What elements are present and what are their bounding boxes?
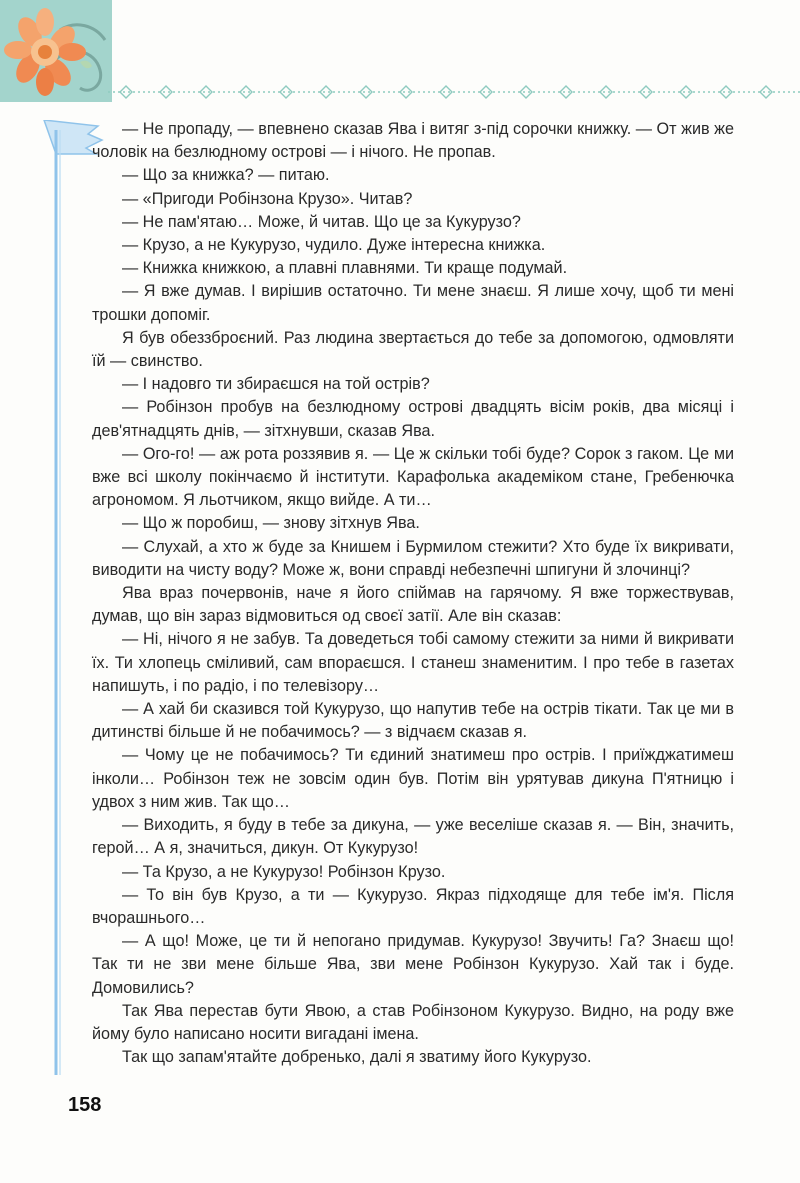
paragraph: — А хай би сказився той Кукурузо, що напутив тебе на острів тікати. Так це ми в дитинстві більше й не побачимось? — з відчаєм сказав я.	[92, 700, 734, 742]
paragraph: — «Пригоди Робінзона Крузо». Читав?	[122, 189, 413, 208]
paragraph: — Крузо, а не Кукурузо, чудило. Дуже інтересна книжка.	[122, 236, 546, 255]
paragraph: Так що запам'ятайте добренько, далі я зватиму його Кукурузо.	[122, 1048, 592, 1067]
paragraph: — Що ж поробиш, — знову зітхнув Ява.	[122, 514, 420, 533]
paragraph: — Та Крузо, а не Кукурузо! Робінзон Крузо.	[122, 862, 446, 881]
paragraph: — Чому це не побачимось? Ти єдиний знатимеш про острів. І приїжджатимеш інколи… Робінзон теж не зовсім один був. Потім він урятував дикуна П'ятницю і удвох з ним жив. Так що…	[92, 746, 734, 811]
dotted-ornament-border	[108, 84, 800, 100]
page-number: 158	[68, 1094, 102, 1116]
paragraph: — Слухай, а хто ж буде за Книшем і Бурмилом стежити? Хто буде їх викривати, виводити на чисту воду? Може ж, вони справді небезпечні шпигуни й злочинці?	[92, 537, 734, 579]
paragraph: — Виходить, я буду в тебе за дикуна, — уже веселіше сказав я. — Він, значить, герой… А я, значиться, дикун. От Кукурузо!	[92, 816, 734, 858]
paragraph: — То він був Крузо, а ти — Кукурузо. Якраз підходяще для тебе ім'я. Після вчорашнього…	[92, 885, 734, 927]
paragraph: — Що за книжка? — питаю.	[122, 166, 330, 185]
paragraph: — Робінзон пробув на безлюдному острові двадцять вісім років, два місяці і дев'ятнадцять днів, — зітхнувши, сказав Ява.	[92, 398, 734, 440]
article-text	[92, 118, 734, 1069]
paragraph: — І надовго ти збираєшся на той острів?	[122, 375, 430, 394]
paragraph: — Книжка книжкою, а плавні плавнями. Ти краще подумай.	[122, 259, 568, 278]
paragraph: Так Ява перестав бути Явою, а став Робінзоном Кукурузо. Видно, на роду вже йому було написано носити вигадані імена.	[92, 1001, 734, 1043]
paragraph: — Я вже думав. І вирішив остаточно. Ти мене знаєш. Я лише хочу, щоб ти мені трошки допоміг.	[92, 282, 734, 324]
paragraph: Я був обеззброєний. Раз людина звертається до тебе за допомогою, одмовляти їй — свинство.	[92, 328, 734, 371]
paragraph: — Не пропаду, — впевнено сказав Ява і витяг з-під сорочки книжку. — От жив же чоловік на безлюдному острові — і нічого. Не пропав.	[92, 120, 734, 162]
paragraph: — Ого-го! — аж рота роззявив я. — Це ж скільки тобі буде? Сорок з гаком. Це ми вже всі школу покінчаємо й інститути. Карафолька академіком стане, Гребенючка агрономом. Я льотчиком, якщо вийде. А ти…	[92, 444, 734, 510]
paragraph: — А що! Може, це ти й непогано придумав. Кукурузо! Звучить! Га? Знаєш що! Так ти не зви мене більше Ява, зви мене Робінзон Кукурузо. Хай так і буде. Домовились?	[92, 932, 734, 997]
corner-decoration	[0, 0, 112, 102]
flower-ornament-icon	[0, 0, 112, 102]
paragraph: — Не пам'ятаю… Може, й читав. Що це за Кукурузо?	[122, 212, 521, 231]
paragraph: — Ні, нічого я не забув. Та доведеться тобі самому стежити за ними й викривати їх. Ти хлопець сміливий, сам впораєшся. І станеш знаменитим. І про тебе в газетах напишуть, і по радіо, і по телевізору…	[92, 630, 734, 695]
paragraph: Ява враз почервонів, наче я його спіймав на гарячому. Я вже торжествував, думав, що він зараз відмовиться од своєї затії. Але він сказав:	[92, 584, 734, 626]
